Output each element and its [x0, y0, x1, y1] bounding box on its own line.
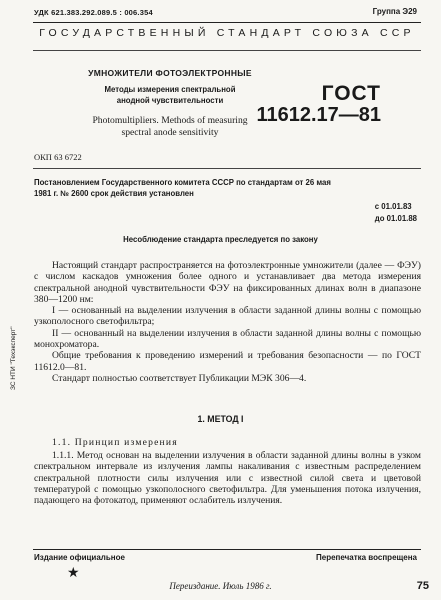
okp-rule — [33, 168, 421, 169]
title-block — [60, 68, 280, 138]
subtitle-ru-line1: Методы измерения спектральной — [104, 85, 236, 94]
group-code: Группа Э29 — [372, 7, 417, 16]
paragraph-1-1-1: 1.1.1. Метод основан на выделении излучения в области заданной длины волны в узком спектральном интервале из излучения лампы накаливания с известным распределением спектральной плотности силы излучения или с известной силой света и цветовой температурой с помощью узкополосного светофильтра. Для уменьшения потока излучения, падающего на фотокатод, применяют ослабитель излучения. — [34, 450, 421, 507]
section-title: 1. МЕТОД I — [197, 414, 244, 424]
udk-code: УДК 621.383.292.089.5 : 006.354 — [34, 8, 153, 17]
intro-paragraph: Настоящий стандарт распространяется на фотоэлектронные умножители (далее — ФЭУ) с числом каскадов умножения более одного и устанавливает два метода измерения спектральной анодной чувствительности ФЭУ на фиксированных длинах волн в диапазоне 380—1200 нм: — [34, 260, 421, 305]
decree-line2: 1981 г. № 2600 срок действия установлен — [34, 189, 194, 198]
method-two-item: II — основанный на выделении излучения в области заданной длины волны с помощью монохроматора. — [34, 327, 421, 351]
reprint-notice: Перепечатка воспрещена — [316, 553, 417, 562]
gost-label: ГОСТ — [321, 82, 381, 105]
title-en-line2: spectral anode sensitivity — [121, 126, 219, 138]
standard-banner: ГОСУДАРСТВЕННЫЙ СТАНДАРТ СОЮЗА ССР — [39, 27, 415, 39]
banner-rule — [33, 50, 421, 51]
title-en-line1: Photomultipliers. Methods of measuring — [92, 115, 248, 126]
subsection-title: 1.1. Принцип измерения — [52, 437, 178, 448]
introduction — [34, 260, 421, 384]
star-icon: ★ — [67, 566, 80, 581]
title-en — [60, 115, 280, 138]
decree-line1: Постановлением Государственного комитета СССР по стандартам от 26 мая — [34, 178, 331, 187]
page-number: 75 — [416, 580, 429, 592]
bottom-rule — [33, 549, 421, 550]
top-rule — [33, 22, 421, 23]
validity-dates — [375, 201, 417, 225]
general-requirements: Общие требования к проведению измерений и требования безопасности — по ГОСТ 11612.0—81. — [34, 350, 421, 373]
official-edition: Издание официальное — [34, 553, 125, 562]
section-body — [34, 450, 421, 506]
reissue-note: Переиздание. Июль 1986 г. — [169, 581, 272, 591]
date-from: с 01.01.83 — [374, 202, 412, 211]
title-ru: УМНОЖИТЕЛИ ФОТОЭЛЕКТРОННЫЕ — [88, 68, 252, 78]
law-notice: Несоблюдение стандарта преследуется по закону — [123, 235, 318, 244]
okp-code: ОКП 63 6722 — [34, 152, 82, 162]
iec-compliance: Стандарт полностью соответствует Публикации МЭК 306—4. — [52, 372, 307, 384]
decree-text — [34, 177, 420, 199]
subtitle-ru-line2: анодной чувствительности — [116, 96, 224, 105]
method-one-item: I — основанный на выделении излучения в области заданной длины волны с помощью узкополосного светофильтра; — [34, 305, 421, 328]
subtitle-ru — [60, 84, 280, 106]
date-to: до 01.01.88 — [374, 214, 417, 223]
side-stamp: ЗС НТИ "Техэксперт" — [10, 326, 17, 390]
gost-number: 11612.17—81 — [256, 104, 381, 126]
gost-designation — [256, 82, 381, 127]
